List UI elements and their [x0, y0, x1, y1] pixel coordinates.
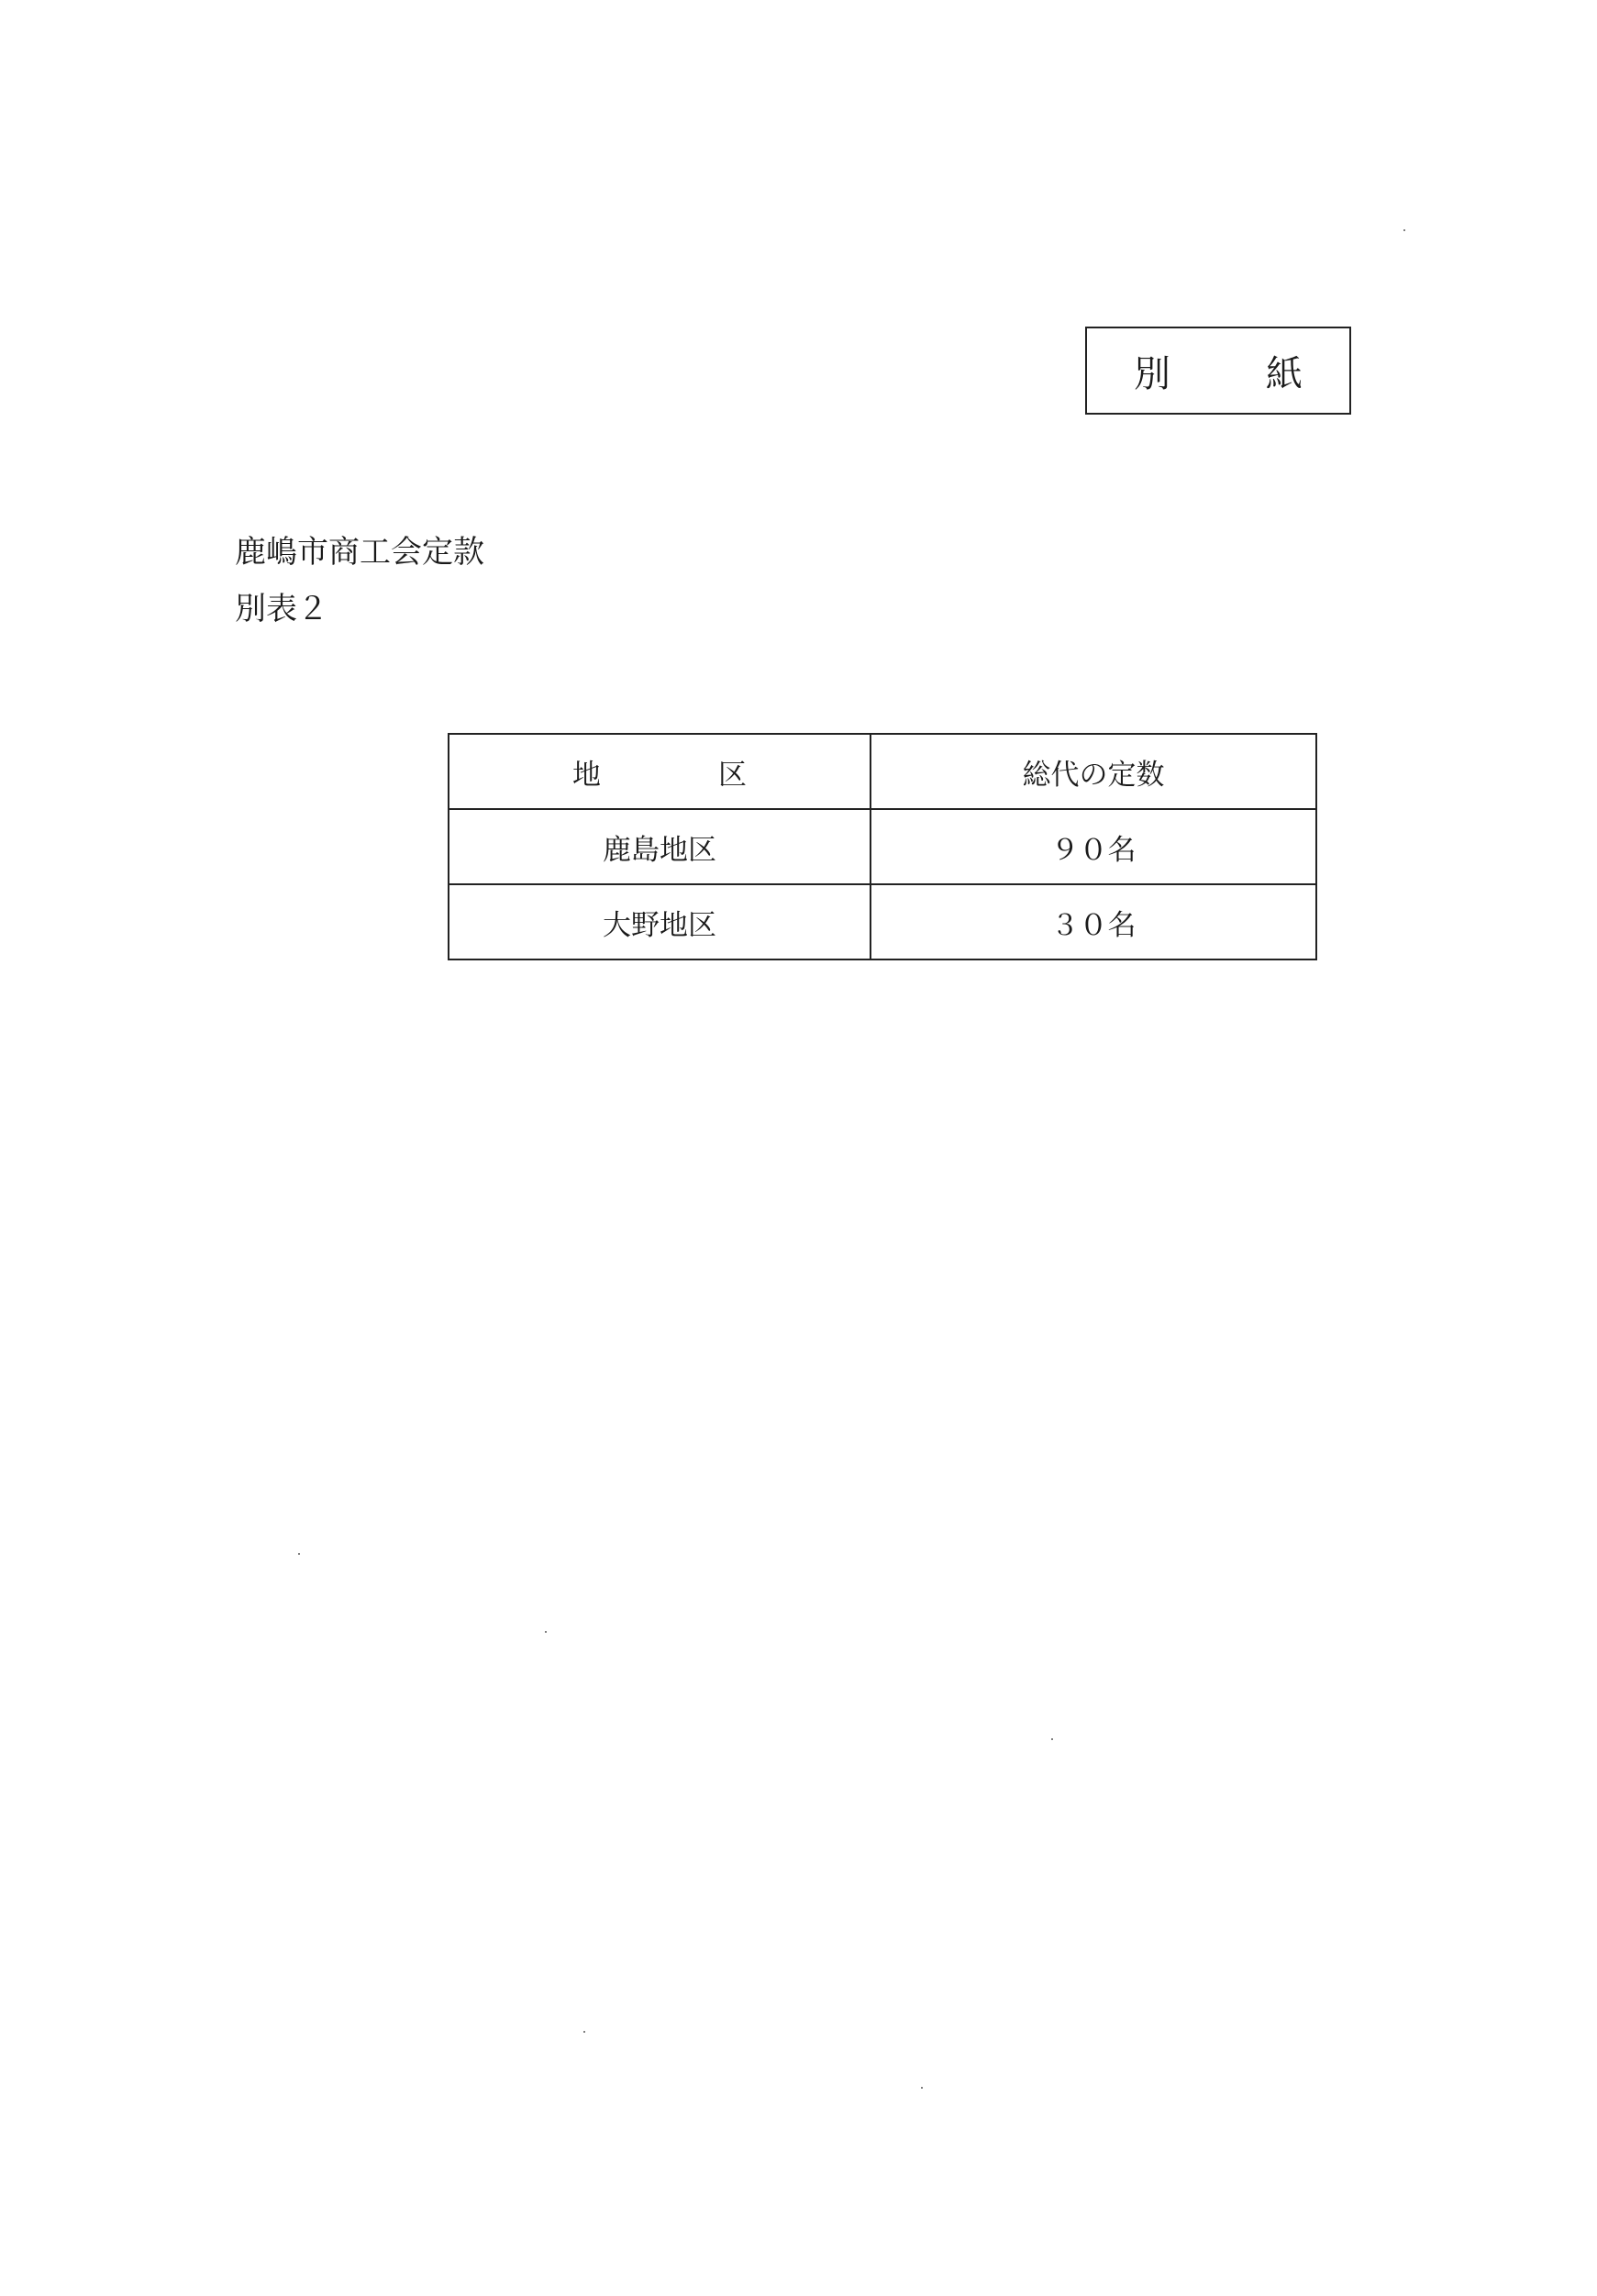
quota-cell: ３０名: [871, 884, 1316, 959]
district-cell: 鹿島地区: [449, 809, 871, 884]
document-title: 鹿嶋市商工会定款: [235, 534, 484, 571]
scan-speck: [1403, 229, 1405, 231]
table-header-row: [449, 734, 1316, 809]
header-district-part1: 地: [572, 758, 601, 792]
district-cell: 大野地区: [449, 884, 871, 959]
header-quota: 総代の定数: [871, 734, 1316, 809]
delegate-quota-table: [448, 733, 1317, 960]
scan-speck: [1051, 1738, 1053, 1740]
scan-speck: [921, 2087, 923, 2089]
scan-speck: [545, 1631, 547, 1633]
attachment-label-box: [1085, 327, 1351, 415]
scan-speck: [583, 2031, 585, 2033]
scan-speck: [298, 1553, 300, 1555]
attachment-label: 別 紙: [1134, 352, 1332, 395]
document-subtitle: 別表２: [235, 591, 328, 627]
quota-cell: ９０名: [871, 809, 1316, 884]
header-district-part2: 区: [718, 758, 747, 792]
table-row: [449, 809, 1316, 884]
table-row: [449, 884, 1316, 959]
header-district: [449, 734, 871, 809]
